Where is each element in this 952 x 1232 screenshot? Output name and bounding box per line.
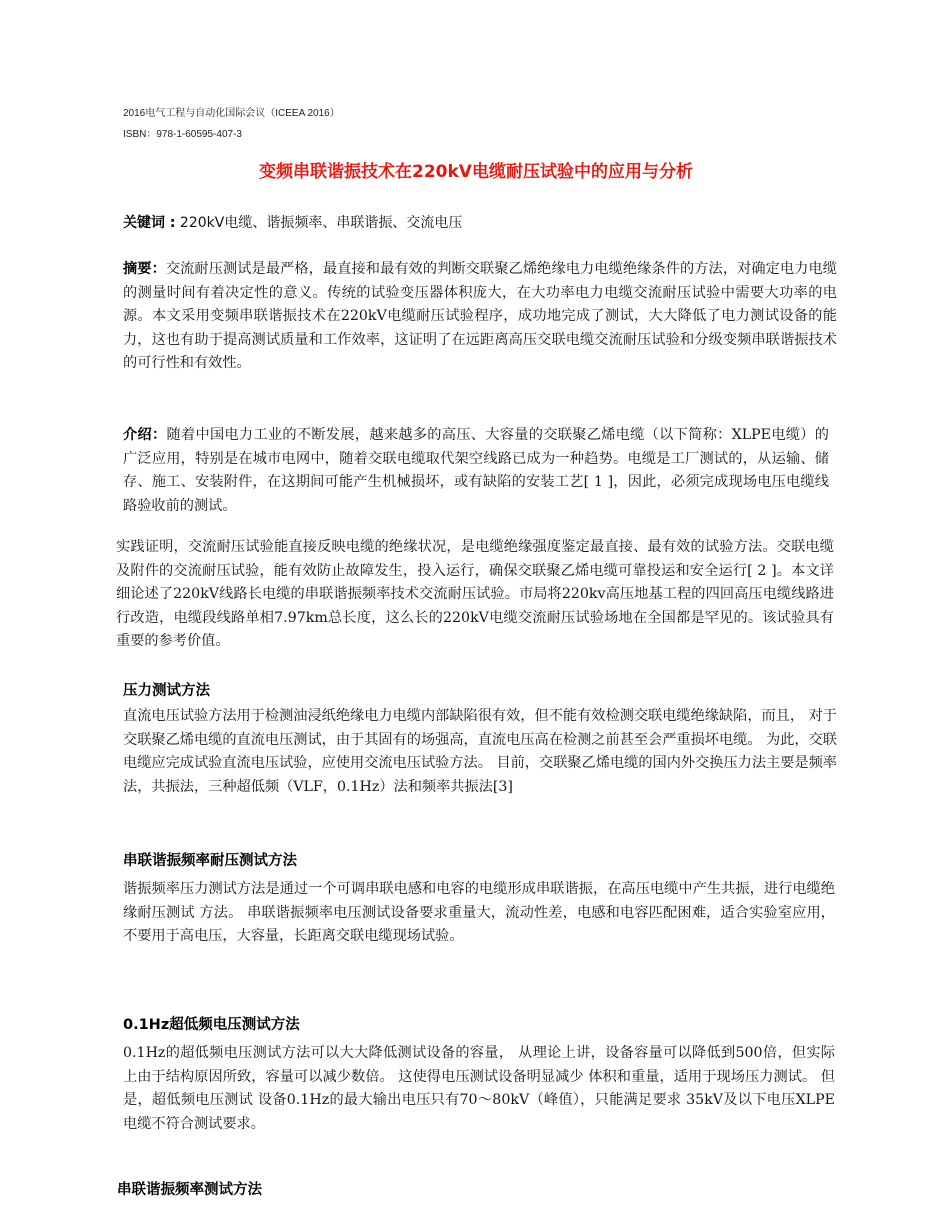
section-heading-vlf: 0.1Hz超低频电压测试方法 xyxy=(123,1017,300,1033)
section-series-resonance-text: 谐振频率压力测试方法是通过一个可调串联电感和电容的电缆形成串联谐振，在高压电缆中产生共振，进行电缆绝缘耐压测试 方法。 串联谐振频率电压测试设备要求重量大，流动性差，电感和电容匹配困难，适合实验室应用，不要用于高电压，大容量，长距离交联电缆现场试验。 xyxy=(123,881,835,944)
intro-label: 介绍： xyxy=(123,427,167,443)
section-heading-series-resonance: 串联谐振频率耐压测试方法 xyxy=(123,853,297,869)
isbn-line: ISBN：978-1-60595-407-3 xyxy=(123,129,242,140)
intro-text: 随着中国电力工业的不断发展，越来越多的高压、大容量的交联聚乙烯电缆（以下简称：XLPE电缆）的广泛应用，特别是在城市电网中，随着交联电缆取代架空线路已成为一种趋势。电缆是工厂测试的，从运输、储存、施工、安装附件，在这期间可能产生机械损坏，或有缺陷的安装工艺[ 1 ]，因此，必须完成现场电压电缆线路验收前的测试。 xyxy=(123,427,829,514)
abstract-text: 交流耐压测试是最严格，最直接和最有效的判断交联聚乙烯绝缘电力电缆绝缘条件的方法，对确定电力电缆的测量时间有着决定性的意义。传统的试验变压器体积庞大，在大功率电力电缆交流耐压试验中需要大功率的电源。本文采用变频串联谐振技术在220kV电缆耐压试验程序，成功地完成了测试，大大降低了电力测试设备的能力，这也有助于提高测试质量和工作效率，这证明了在远距离高压交联电缆交流耐压试验和分级变频串联谐振技术的可行性和有效性。 xyxy=(123,261,837,371)
conference-header: 2016电气工程与自动化国际会议（ICEEA 2016） xyxy=(123,108,340,119)
keywords-line xyxy=(123,212,462,232)
section-heading-series-frequency: 串联谐振频率测试方法 xyxy=(117,1182,262,1198)
section-vlf-text: 0.1Hz的超低频电压测试方法可以大大降低测试设备的容量， 从理论上讲，设备容量可以降低到500倍，但实际上由于结构原因所致，容量可以减少数倍。 这使得电压测试设备明显减少 体积和重量，适用于现场压力测试。 但是，超低频电压测试 设备0.1Hz的最大输出电压只有70～80kV（峰值），只能满足要求 35kV及以下电压XLPE电缆不符合测试要求。 xyxy=(123,1045,835,1132)
keywords-text: 220kV电缆、谐振频率、串联谐振、交流电压 xyxy=(175,215,463,231)
paper-title: 变频串联谐振技术在220kV电缆耐压试验中的应用与分析 xyxy=(259,162,693,182)
practice-paragraph: 实践证明，交流耐压试验能直接反映电缆的绝缘状况，是电缆绝缘强度鉴定最直接、最有效的试验方法。交联电缆及附件的交流耐压试验，能有效防止故障发生，投入运行，确保交联聚乙烯电缆可靠投运和安全运行[ 2 ]。本文详细论述了220kV线路长电缆的串联谐振频率技术交流耐压试验。市局将220kv高压地基工程的四回高压电缆线路进行改造，电缆段线路单相7.97km总长度，这么长的220kV电缆交流耐压试验场地在全国都是罕见的。该试验具有重要的参考价值。 xyxy=(116,539,834,649)
keywords-label: 关键词 : xyxy=(123,215,176,231)
abstract-label: 摘要： xyxy=(123,261,166,277)
section-heading-pressure-test: 压力测试方法 xyxy=(123,683,210,699)
intro-paragraph xyxy=(123,424,829,518)
abstract-paragraph xyxy=(123,258,837,376)
section-pressure-test-text: 直流电压试验方法用于检测油浸纸绝缘电力电缆内部缺陷很有效，但不能有效检测交联电缆绝缘缺陷，而且， 对于交联聚乙烯电缆的直流电压测试，由于其固有的场强高，直流电压高在检测之前甚至会严重损坏电缆。 为此，交联电缆应完成试验直流电压试验，应使用交流电压试验方法。 目前，交联聚乙烯电缆的国内外交换压力法主要是频率法，共振法，三种超低频（VLF，0.1Hz）法和频率共振法[3] xyxy=(123,708,837,795)
